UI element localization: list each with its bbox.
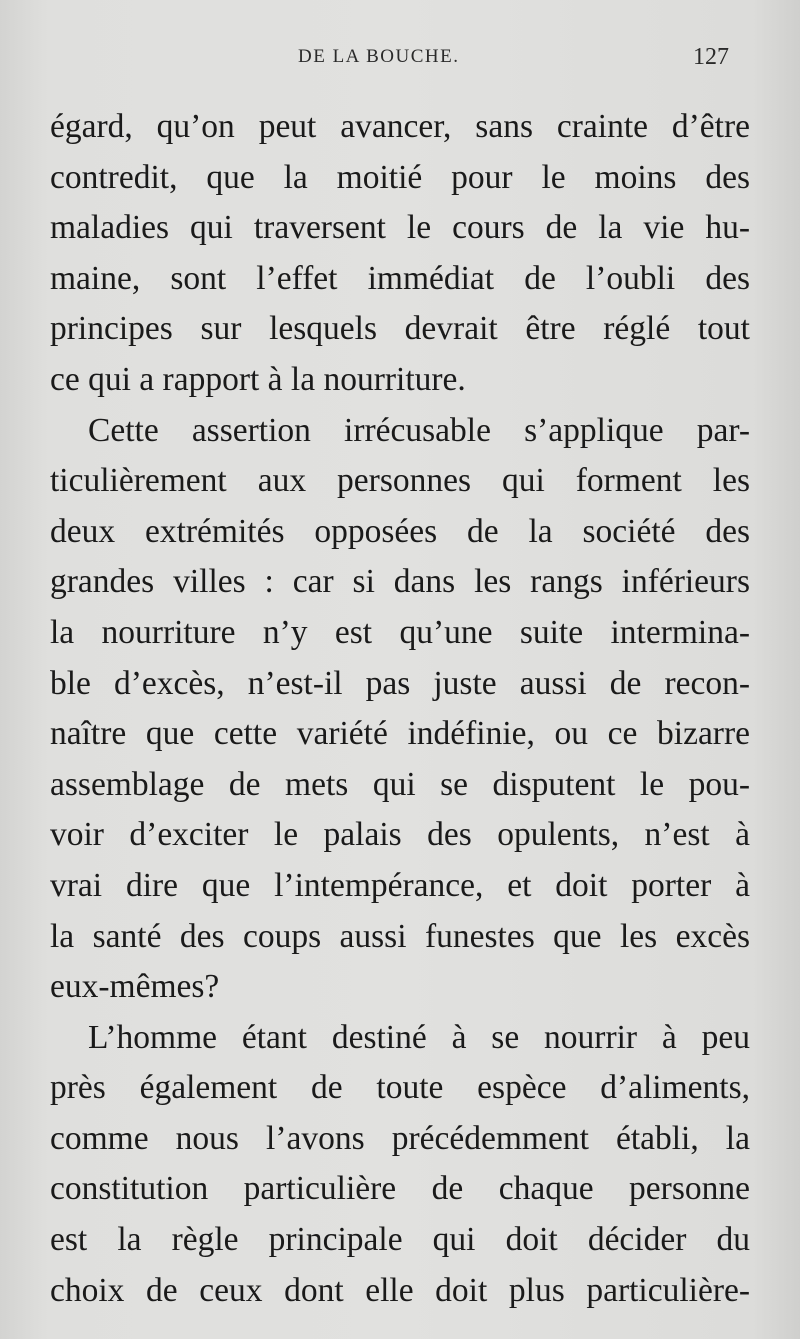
- text-line: choix de ceux dont elle doit plus particulière-: [50, 1271, 750, 1309]
- text-line: eux-mêmes?: [50, 968, 220, 1006]
- text-line: vrai dire que l’intempérance, et doit porter à: [50, 866, 750, 904]
- paragraph-3: [50, 1013, 750, 1317]
- text-line: ticulièrement aux personnes qui forment les: [50, 462, 750, 500]
- paragraph-2: [50, 406, 750, 1013]
- text-line: la santé des coups aussi funestes que les excès: [50, 917, 750, 955]
- text-line: assemblage de mets qui se disputent le pou-: [50, 765, 750, 803]
- text-line: grandes villes : car si dans les rangs inférieurs: [50, 563, 750, 601]
- running-title: DE LA BOUCHE.: [298, 46, 460, 67]
- text-line: égard, qu’on peut avancer, sans crainte d’être: [50, 108, 750, 145]
- text-line: est la règle principale qui doit décider du: [50, 1221, 750, 1259]
- text-line: naître que cette variété indéfinie, ou ce bizarre: [50, 715, 750, 753]
- text-line: L’homme étant destiné à se nourrir à peu: [88, 1018, 750, 1056]
- text-line: près également de toute espèce d’aliments,: [50, 1069, 750, 1107]
- paragraph-1: [50, 102, 750, 406]
- page-number: 127: [693, 44, 729, 70]
- text-line: voir d’exciter le palais des opulents, n’est à: [50, 816, 750, 854]
- text-line: contredit, que la moitié pour le moins des: [50, 158, 750, 196]
- text-line: maine, sont l’effet immédiat de l’oubli des: [50, 259, 750, 297]
- text-line: constitution particulière de chaque personne: [50, 1170, 750, 1208]
- text-line: la nourriture n’y est qu’une suite intermina-: [50, 613, 750, 651]
- text-line: deux extrémités opposées de la société des: [50, 512, 750, 550]
- text-line: ble d’excès, n’est-il pas juste aussi de recon-: [50, 664, 750, 702]
- text-line: Cette assertion irrécusable s’applique par-: [88, 411, 750, 449]
- text-line: comme nous l’avons précédemment établi, la: [50, 1119, 750, 1157]
- text-line: principes sur lesquels devrait être réglé tout: [50, 310, 750, 348]
- body-text: [50, 102, 750, 1316]
- text-line: maladies qui traversent le cours de la vie hu-: [50, 209, 750, 247]
- running-head: [0, 46, 800, 76]
- text-line: ce qui a rapport à la nourriture.: [50, 360, 466, 398]
